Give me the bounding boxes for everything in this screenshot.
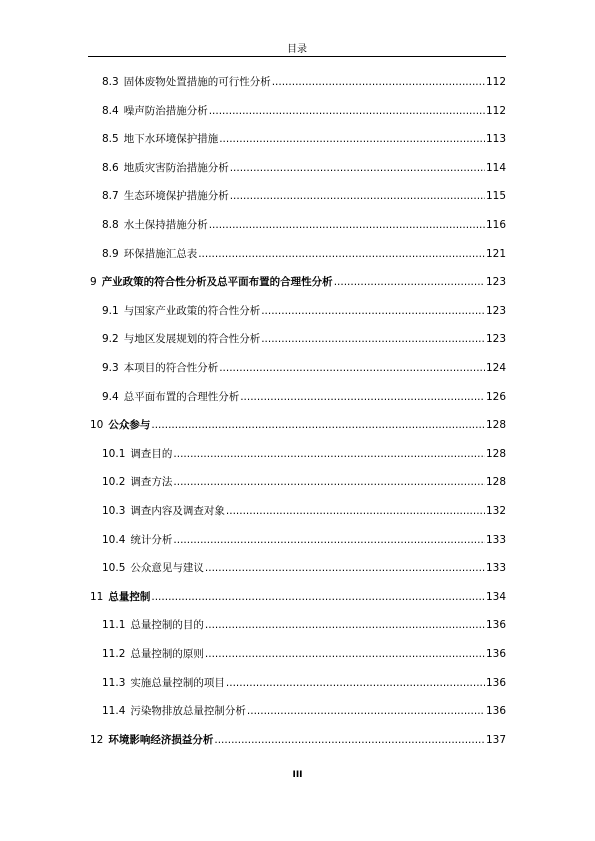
toc-entry-number: 12 <box>90 733 104 746</box>
toc-dot-leader <box>198 247 485 261</box>
toc-dot-leader <box>173 447 485 461</box>
toc-section-entry[interactable] <box>102 390 506 404</box>
toc-chapter-entry[interactable] <box>90 275 506 289</box>
toc-entry-title: 环保措施汇总表 <box>123 247 198 260</box>
toc-entry-title: 地质灾害防治措施分析 <box>123 161 229 174</box>
header-title: 目录 <box>287 44 307 55</box>
toc-entry-page: 113 <box>485 133 506 146</box>
header-rule <box>88 56 506 57</box>
toc-dot-leader <box>240 390 485 404</box>
toc-dot-leader <box>272 75 485 89</box>
toc-entry-title: 污染物排放总量控制分析 <box>130 705 246 718</box>
toc-section-entry[interactable] <box>102 504 506 518</box>
toc-entry-number: 8.5 <box>102 133 119 146</box>
toc-section-entry[interactable] <box>102 104 506 118</box>
toc-dot-leader <box>205 561 485 575</box>
toc-entry-title: 调查目的 <box>130 447 173 460</box>
toc-dot-leader <box>226 676 485 690</box>
toc-entry-number: 10 <box>90 419 104 432</box>
toc-section-entry[interactable] <box>102 676 506 690</box>
toc-dot-leader <box>151 418 485 432</box>
toc-dot-leader <box>173 475 485 489</box>
toc-entry-number: 11.1 <box>102 619 126 632</box>
toc-section-entry[interactable] <box>102 647 506 661</box>
toc-dot-leader <box>261 332 485 346</box>
toc-entry-page: 133 <box>485 533 506 546</box>
toc-entry-page: 112 <box>485 76 506 88</box>
toc-entry-page: 123 <box>485 333 506 346</box>
toc-entry-page: 128 <box>485 419 506 432</box>
toc-entry-number: 9.1 <box>102 304 119 317</box>
toc-section-entry[interactable] <box>102 475 506 489</box>
toc-dot-leader <box>219 361 485 375</box>
toc-section-entry[interactable] <box>102 75 506 89</box>
toc-section-entry[interactable] <box>102 533 506 547</box>
toc-entry-number: 8.6 <box>102 161 119 174</box>
toc-entry-title: 调查内容及调查对象 <box>130 505 225 517</box>
toc-section-entry[interactable] <box>102 618 506 632</box>
toc-chapter-entry[interactable] <box>90 590 506 604</box>
toc-entry-page: 124 <box>485 362 506 374</box>
toc-dot-leader <box>219 132 485 146</box>
toc-dot-leader <box>261 304 485 318</box>
toc-entry-page: 128 <box>485 447 506 460</box>
toc-entry-page: 116 <box>485 219 506 231</box>
toc-entry-number: 11.3 <box>102 676 126 689</box>
toc-entry-number: 8.4 <box>102 104 119 117</box>
toc-entry-number: 8.7 <box>102 190 119 203</box>
toc-entry-title: 固体废物处置措施的可行性分析 <box>123 76 271 88</box>
toc-entry-title: 与地区发展规划的符合性分析 <box>123 333 261 346</box>
toc-entry-number: 9.3 <box>102 362 119 374</box>
toc-entry-number: 10.3 <box>102 505 126 517</box>
toc-dot-leader <box>230 161 485 175</box>
toc-entry-title: 总量控制的原则 <box>130 648 204 660</box>
toc-entry-page: 136 <box>485 705 506 718</box>
toc-dot-leader <box>214 733 485 747</box>
toc-section-entry[interactable] <box>102 132 506 146</box>
toc-section-entry[interactable] <box>102 361 506 375</box>
toc-entry-title: 总平面布置的合理性分析 <box>123 390 240 403</box>
toc-dot-leader <box>247 704 485 718</box>
toc-entry-title: 总量控制 <box>108 590 151 603</box>
toc-dot-leader <box>226 504 485 518</box>
toc-entry-page: 121 <box>485 247 506 260</box>
toc-entry-number: 8.8 <box>102 219 119 231</box>
toc-entry-number: 8.9 <box>102 247 119 260</box>
toc-entry-page: 134 <box>485 590 506 603</box>
toc-section-entry[interactable] <box>102 189 506 203</box>
toc-entry-title: 噪声防治措施分析 <box>123 104 208 117</box>
toc-entry-number: 9 <box>90 276 97 289</box>
toc-entry-title: 公众参与 <box>108 419 151 432</box>
toc-entry-number: 10.2 <box>102 476 126 489</box>
toc-entry-page: 133 <box>485 562 506 575</box>
page-number: III <box>292 770 303 780</box>
toc-entry-number: 9.4 <box>102 390 119 403</box>
toc-entry-title: 水土保持措施分析 <box>123 219 208 231</box>
toc-entry-title: 产业政策的符合性分析及总平面布置的合理性分析 <box>101 276 333 289</box>
toc-entry-title: 与国家产业政策的符合性分析 <box>123 304 261 317</box>
toc-chapter-entry[interactable] <box>90 733 506 747</box>
toc-entry-number: 10.1 <box>102 447 126 460</box>
toc-entry-page: 136 <box>485 648 506 660</box>
toc-section-entry[interactable] <box>102 332 506 346</box>
toc-section-entry[interactable] <box>102 304 506 318</box>
toc-entry-page: 112 <box>485 104 506 117</box>
toc-dot-leader <box>205 618 485 632</box>
toc-entry-page: 123 <box>485 276 506 289</box>
toc-entry-number: 11 <box>90 590 104 603</box>
toc-entry-title: 地下水环境保护措施 <box>123 133 219 146</box>
toc-chapter-entry[interactable] <box>90 418 506 432</box>
toc-section-entry[interactable] <box>102 704 506 718</box>
toc-dot-leader <box>173 533 485 547</box>
toc-entry-number: 11.4 <box>102 705 126 718</box>
toc-section-entry[interactable] <box>102 447 506 461</box>
toc-entry-page: 123 <box>485 304 506 317</box>
toc-entry-page: 132 <box>485 505 506 517</box>
toc-dot-leader <box>334 275 485 289</box>
toc-entry-page: 128 <box>485 476 506 489</box>
toc-dot-leader <box>209 104 485 118</box>
toc-section-entry[interactable] <box>102 161 506 175</box>
toc-entry-title: 统计分析 <box>130 533 173 546</box>
toc-dot-leader <box>230 189 485 203</box>
toc-section-entry[interactable] <box>102 247 506 261</box>
toc-entry-number: 10.5 <box>102 562 126 575</box>
toc-entry-title: 生态环境保护措施分析 <box>123 190 229 203</box>
toc-entry-number: 11.2 <box>102 648 126 660</box>
toc-entry-page: 115 <box>485 190 506 203</box>
toc-entry-title: 调查方法 <box>130 476 173 489</box>
toc-entry-title: 公众意见与建议 <box>130 562 204 575</box>
toc-entry-title: 实施总量控制的项目 <box>130 676 225 689</box>
toc-dot-leader <box>151 590 485 604</box>
toc-entry-title: 本项目的符合性分析 <box>123 362 219 374</box>
toc-section-entry[interactable] <box>102 218 506 232</box>
toc-entry-number: 9.2 <box>102 333 119 346</box>
toc-entry-page: 126 <box>485 390 506 403</box>
toc-entry-page: 137 <box>485 733 506 746</box>
toc-dot-leader <box>209 218 485 232</box>
toc-entry-title: 环境影响经济损益分析 <box>108 733 214 746</box>
toc-entry-page: 136 <box>485 676 506 689</box>
toc-section-entry[interactable] <box>102 561 506 575</box>
toc-entry-number: 10.4 <box>102 533 126 546</box>
toc-entry-title: 总量控制的目的 <box>130 619 204 632</box>
toc-dot-leader <box>205 647 485 661</box>
toc-entry-page: 114 <box>485 161 506 174</box>
toc-entry-page: 136 <box>485 619 506 632</box>
toc-entry-number: 8.3 <box>102 76 119 88</box>
